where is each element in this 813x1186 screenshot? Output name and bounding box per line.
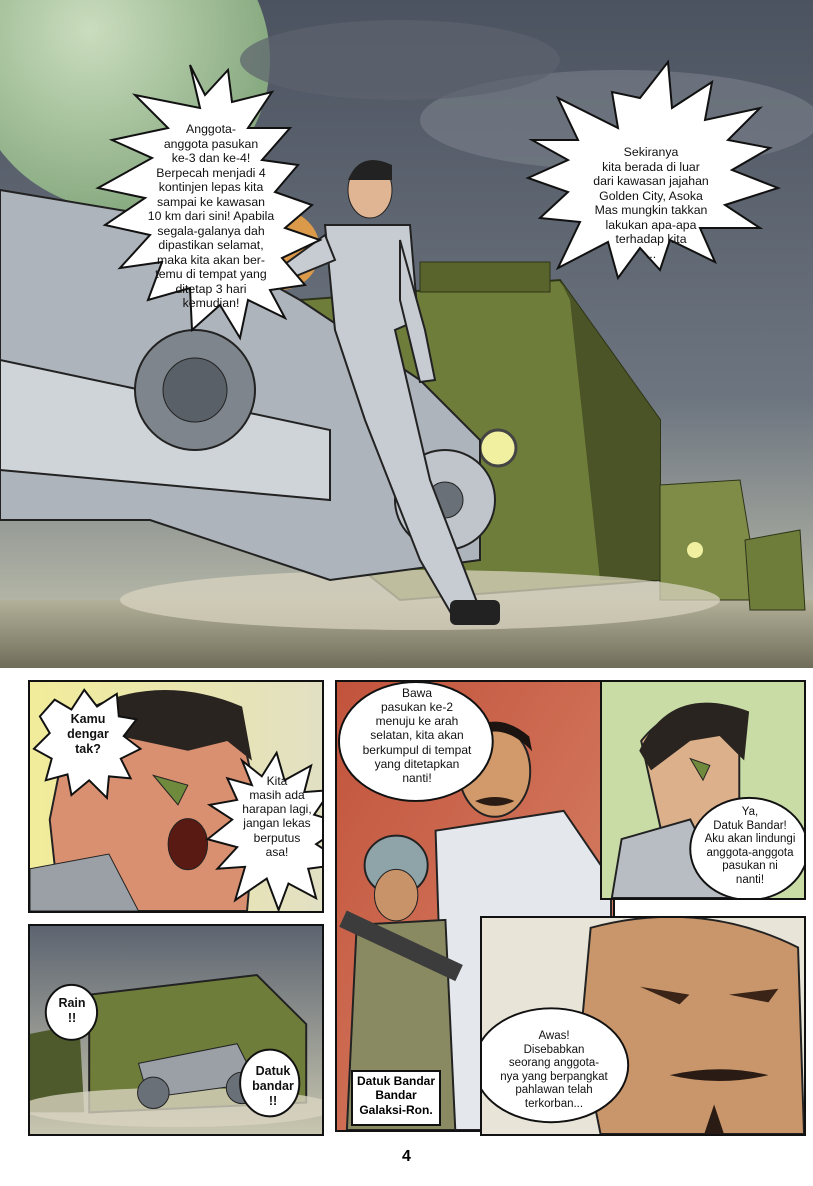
- caption-datuk-bandar: Datuk Bandar Bandar Galaksi-Ron.: [351, 1070, 441, 1126]
- panel-middle-left: [28, 680, 324, 913]
- panel-bottom-left: [28, 924, 324, 1136]
- speech-bubble-datuk-bandar: Datuk bandar !!: [252, 1064, 294, 1108]
- speech-bubble-ya-datuk: Ya, Datuk Bandar! Aku akan lindungi anggota-anggota pasukan ni nanti!: [704, 806, 796, 886]
- speech-bubble-bawa-pasukan: Bawa pasukan ke-2 menuju ke arah selatan, kita akan berkumpul di tempat yang ditetapkan nanti!: [362, 686, 472, 785]
- page-number: 4: [402, 1148, 411, 1165]
- speech-bubble-top-right: Sekiranya kita berada di luar dari kawasan jajahan Golden City, Asoka Mas mungkin takkan lakukan apa-apa terhadap kita ...: [593, 145, 709, 261]
- speech-bubble-awas: Awas! Disebabkan seorang anggota- nya yang berpangkat pahlawan telah terkorban...: [500, 1030, 608, 1110]
- speech-bubble-rain: Rain !!: [58, 996, 86, 1025]
- speech-bubble-top-left: Anggota- anggota pasukan ke-3 dan ke-4! Berpecah menjadi 4 kontinjen lepas kita sampai ke kawasan 10 km dari sini! Apabila segala-galanya dah dipastikan selamat, maka kita akan ber- temu di tempat yang ditetap 3 hari kemudian!: [147, 122, 275, 310]
- panel-middle-right: [600, 680, 806, 900]
- speech-bubble-kamu-dengar: Kamu dengar tak?: [67, 712, 109, 756]
- speech-bubble-kita-masih: Kita masih ada harapan lagi, jangan lekas berputus asa!: [242, 774, 312, 859]
- panel-bottom-right: [480, 916, 806, 1136]
